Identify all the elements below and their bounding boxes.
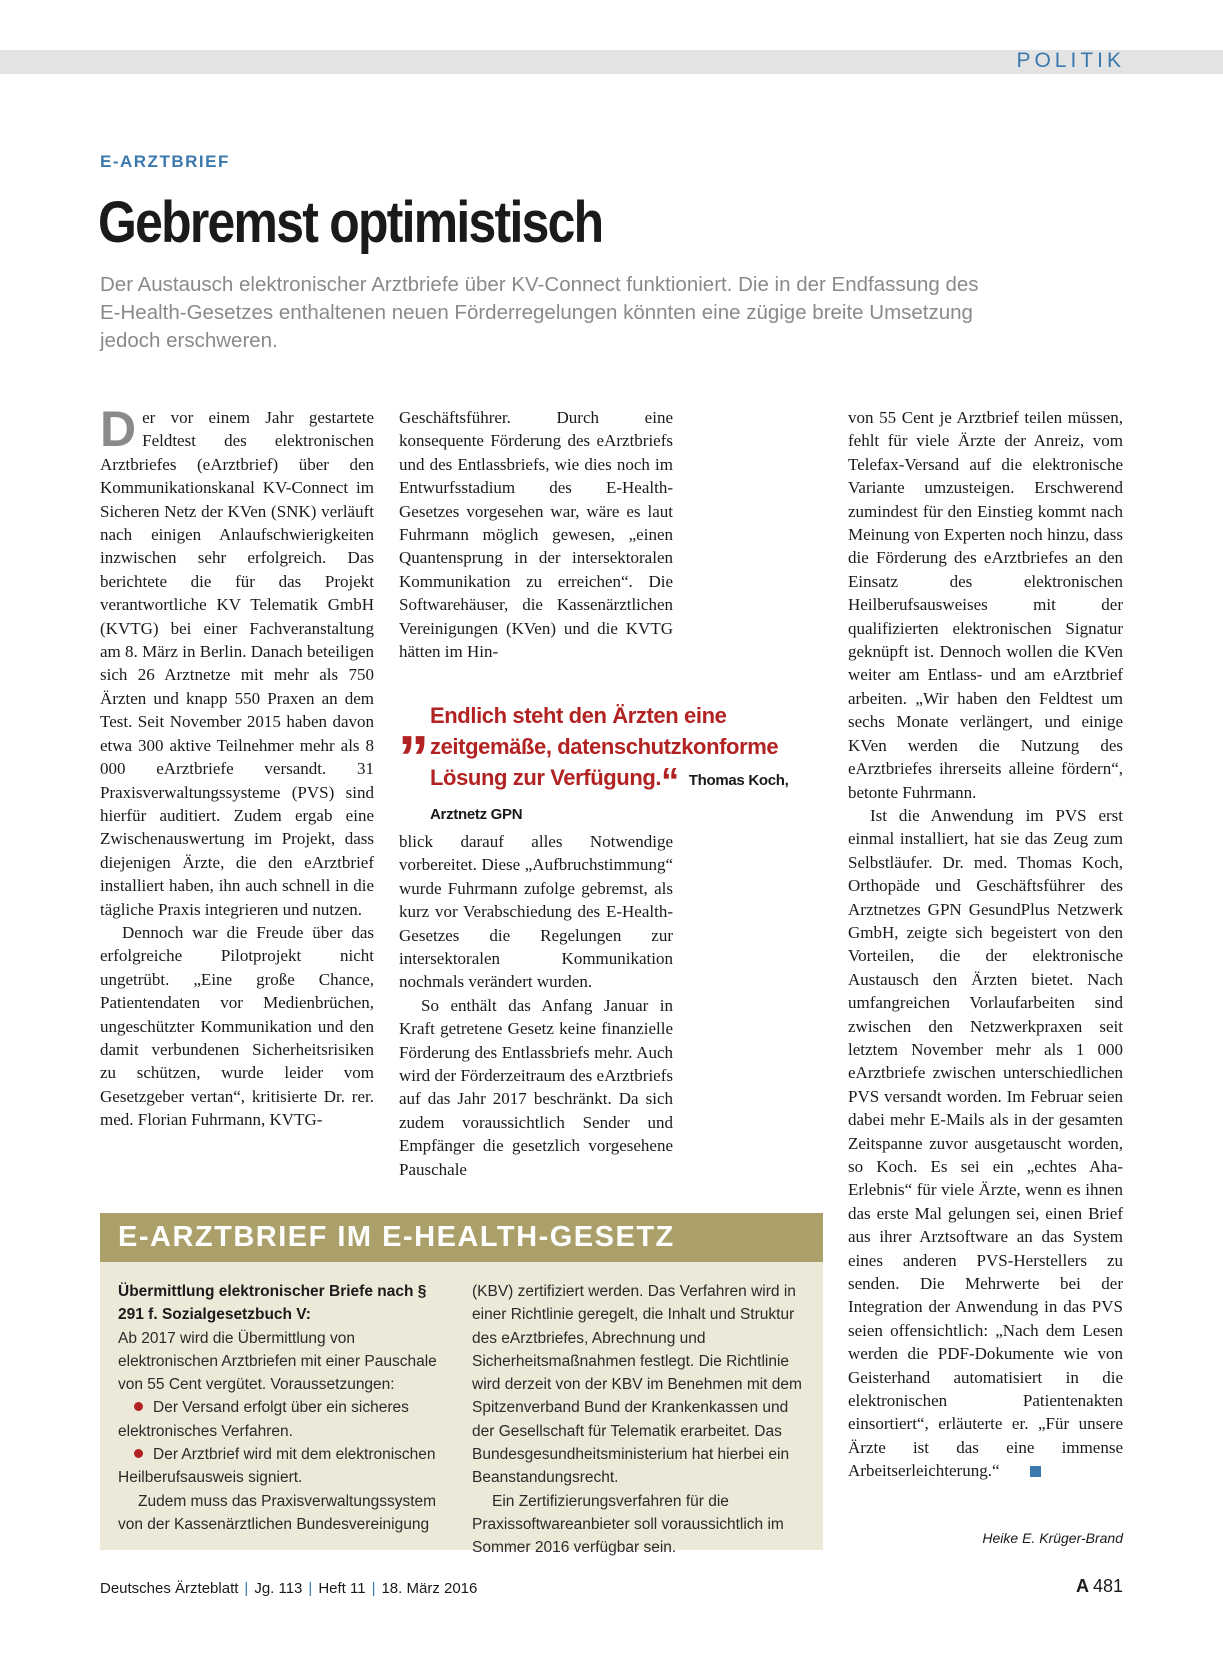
- info-box-subheading: Übermittlung elektronischer Briefe nach § 291 f. Sozialgesetzbuch V:: [118, 1283, 427, 1324]
- list-item: [118, 1396, 438, 1443]
- footer-separator: |: [244, 1580, 249, 1597]
- paragraph: [848, 804, 1123, 1483]
- paragraph: Geschäftsführer. Durch eine konsequente Förderung des eArztbriefs und des Entlassbriefs, wie dies noch im Entwurfsstadium des E-Health-Gesetzes vorgesehen war, wäre es laut Fuhrmann möglich gewesen, „einen Quantensprung in der intersektoralen Kommunikation zu erreichen“. Die Softwarehäuser, die Kassenärztlichen Vereinigungen (KVen) und die KVTG hätten im Hin-: [399, 408, 673, 662]
- paragraph: blick darauf alles Notwendige vorbereitet. Diese „Aufbruchstimmung“ wurde Fuhrmann zufolge gebremst, als kurz vor Verabschiedung des E-Health-Gesetzes die Regelungen zur intersektoralen Kommunikation nochmals verändert wurden.: [399, 832, 673, 992]
- paragraph-text: er vor einem Jahr gestartete Feldtest des elektronischen Arztbriefes (eArztbrief) über den Kommunikationskanal KV-Connect im Sicheren Netz der KVen (SNK) verläuft nach einigen Anlaufschwierigkeiten inzwischen sehr erfolgreich. Das berichtete die für das Projekt verantwortliche KV Telematik GmbH (KVTG) bei einer Fachveranstaltung am 8. März in Berlin. Danach beteiligen sich 26 Arztnetze mit mehr als 750 Ärzten und knapp 550 Praxen an dem Test. Seit November 2015 haben davon etwa 300 aktive Teilnehmer mehr als 8 000 eArztbriefe versandt. 31 Praxisverwaltungssysteme (PVS) sind hierfür auditiert. Zudem ergab eine Zwischenauswertung im Projekt, dass diejenigen Ärzte, die den eArztbrief installiert haben, ihn auch schnell in die tägliche Praxis integrieren und nutzen.: [100, 408, 374, 919]
- quote-text: Endlich steht den Ärzten eine zeitgemäße, datenschutzkonforme Lösung zur Verfügung.: [430, 703, 779, 790]
- bullet-icon: [134, 1402, 143, 1411]
- footer-separator: |: [308, 1580, 313, 1597]
- bullet-icon: [134, 1449, 143, 1458]
- author-byline: Heike E. Krüger-Brand: [982, 1530, 1123, 1546]
- dropcap: D: [100, 401, 137, 457]
- info-box-paragraph: (KBV) zertifiziert werden. Das Verfahren wird in einer Richtlinie geregelt, die Inhalt und Struktur des eArztbriefes, Abrechnung und Sicherheitsmaßnahmen festlegt. Die Richtlinie wird derzeit von der KBV im Benehmen mit dem Spitzenverband Bund der Krankenkassen und der Gesellschaft für Telematik erarbeitet. Das Bundesgesundheitsministerium hat hierbei ein Beanstandungsrecht.: [472, 1283, 802, 1487]
- info-box-column-2: [472, 1280, 804, 1560]
- paragraph: von 55 Cent je Arztbrief teilen müssen, fehlt für viele Ärzte der Anreiz, vom Telefax-Versand auf die elektronische Variante umzusteigen. Erschwerend zumindest für den Einstieg kommt nach Meinung von Experten noch hinzu, dass die Förderung des eArztbriefes an den Einsatz des elektronischen Heilberufsausweises mit der qualifizierten elektronischen Signatur geknüpft ist. Dennoch wollen die KVen weiter am Entlass- und am eArztbrief arbeiten. „Wir haben den Feldtest um sechs Monate verlängert, und einige KVen werden die Nutzung des eArztbriefes ihrerseits alleine fördern“, betonte Fuhrmann.: [848, 408, 1123, 802]
- paragraph: [100, 401, 374, 921]
- article-title: Gebremst optimistisch: [98, 190, 603, 255]
- page-number-value: 481: [1092, 1576, 1123, 1596]
- article-kicker: E-ARZTBRIEF: [100, 152, 230, 171]
- paragraph: Dennoch war die Freude über das erfolgreiche Pilotprojekt nicht ungetrübt. „Eine große Chance, Patientendaten vor Medienbrüchen, ungeschützter Kommunikation und den damit verbundenen Sicherheitsrisiken zu schützen, wurde leider vom Gesetzgeber vertan“, kritisierte Dr. rer. med. Florian Fuhrmann, KVTG-: [100, 922, 374, 1130]
- quote-open-mark: „: [398, 689, 429, 758]
- paragraph: So enthält das Anfang Januar in Kraft getretene Gesetz keine finanzielle Förderung des Entlassbriefs mehr. Auch wird der Förderzeitraum des eArztbriefs auf das Jahr 2017 beschränkt. Da sich zudem voraussichtlich Sender und Empfänger die gesetzlich vorgesehene Pauschale: [399, 995, 673, 1179]
- section-label: POLITIK: [1016, 49, 1125, 72]
- article-column-2-bottom: [399, 830, 673, 1181]
- article-column-2-top: [399, 406, 673, 663]
- list-item-text: Der Arztbrief wird mit dem elektronischen Heilberufsausweis signiert.: [118, 1446, 436, 1487]
- journal-name: Deutsches Ärzteblatt: [100, 1580, 239, 1597]
- end-mark-icon: [1030, 1466, 1041, 1477]
- footer-separator: |: [371, 1580, 376, 1597]
- journal-issue: Heft 11: [318, 1580, 366, 1597]
- article-column-3: [848, 406, 1123, 1483]
- page-prefix: A: [1075, 1576, 1089, 1596]
- list-item: [118, 1443, 438, 1490]
- journal-volume: Jg. 113: [254, 1580, 303, 1597]
- quote-author: Thomas Koch, Arztnetz GPN: [430, 772, 789, 823]
- page-footer: [100, 1580, 477, 1597]
- page-number: [1076, 1576, 1123, 1597]
- list-item-text: Der Versand erfolgt über ein sicheres elektronisches Verfahren.: [118, 1399, 409, 1440]
- issue-date: 18. März 2016: [381, 1580, 478, 1597]
- article-column-1: [100, 401, 374, 1132]
- info-box-title: E-ARZTBRIEF IM E-HEALTH-GESETZ: [100, 1213, 823, 1262]
- paragraph-text: Ist die Anwendung im PVS erst einmal installiert, hat sie das Zeug zum Selbstläufer. Dr. med. Thomas Koch, Orthopäde und Geschäftsführer des Arztnetzes GPN GesundPlus Netzwerk GmbH, zeigte sich begeistert von den Vorteilen, die der elektronische Austausch den Ärzten bietet. Nach umfangreichen Vorlaufarbeiten sind zwischen den Netzwerkpraxen seit letztem November mehr als 1 000 eArztbriefe zwischen unterschiedlichen PVS versandt worden. Im Februar seien dabei mehr E-Mails als in der gesamten Zeitspanne zuvor ausgetauscht worden, so Koch. Es sei ein „echtes Aha-Erlebnis“ für viele Ärzte, wenn es ihnen das erste Mal gelungen sei, einen Brief aus ihrer Arztsoftware an das System eines anderen PVS-Herstellers zu senden. Die Mehrwerte bei der Integration der Anwendung in das PVS seien offensichtlich: „Nach dem Lesen werden die PDF-Dokumente wie von Geisterhand automatisiert in die elektronischen Patientenakten einsortiert“, erläuterte er. „Für unsere Ärzte ist das eine immense Arbeitserleichterung.“: [848, 805, 1123, 1481]
- info-box-intro: Ab 2017 wird die Übermittlung von elektronischen Arztbriefen mit einer Pauschale von 55 Cent vergütet. Voraussetzungen:: [118, 1329, 437, 1394]
- info-box-paragraph: Ein Zertifizierungsverfahren für die Praxissoftwareanbieter soll voraussichtlich im Sommer 2016 verfügbar sein.: [472, 1492, 784, 1557]
- info-box: [100, 1213, 823, 1557]
- quote-close-mark: “: [661, 760, 679, 801]
- article-lead: Der Austausch elektronischer Arztbriefe über KV-Connect funktioniert. Die in der Endfassung des E-Health-Gesetzes enthaltenen neuen Förderregelungen könnten eine zügige breite Umsetzung jedoch erschweren.: [100, 273, 979, 352]
- quote-body: [430, 700, 825, 830]
- info-box-column-1: [118, 1280, 438, 1536]
- info-box-paragraph: Zudem muss das Praxisverwaltungssystem von der Kassenärztlichen Bundesvereinigung: [118, 1492, 437, 1533]
